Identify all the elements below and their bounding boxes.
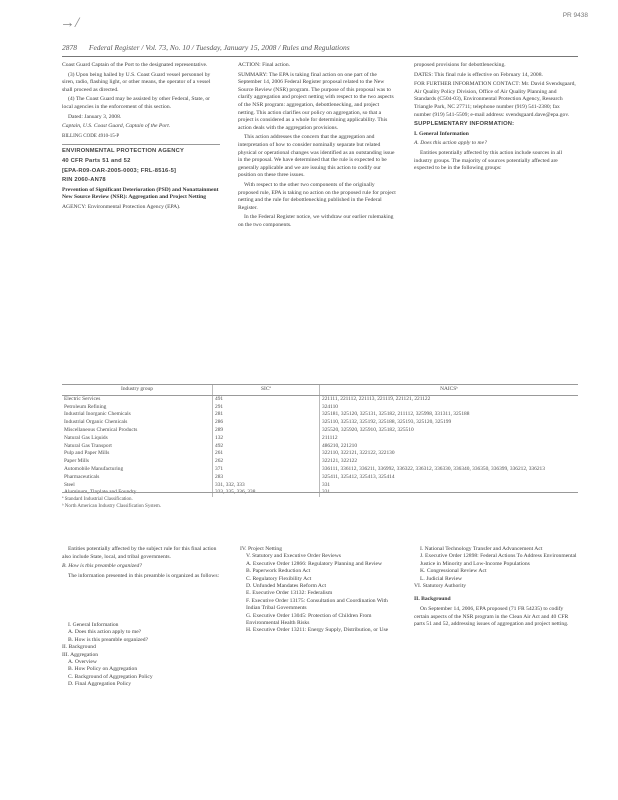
table-cell: Electric Services [64,395,101,402]
table-cell: Petroleum Refining [64,403,107,410]
table-cell: Paper Mills [64,458,90,465]
paragraph: proposed provisions for debottlenecking. [414,62,506,68]
table-cell [213,489,320,497]
outline-item: C. Regulatory Flexibility Act [246,575,312,582]
table-cell: 492 [213,443,320,451]
table-cell: 261 [213,450,320,458]
agency-heading: ENVIRONMENTAL PROTECTION AGENCY [62,148,185,155]
outline-item: J. Executive Order 12898: Federal Actions To Address Environmental Justice in Minority and Low-Income Populations [420,553,577,567]
table-row [62,458,578,466]
outline-item: F. Executive Order 13175: Consultation and Coordination With Indian Tribal Governments [246,597,388,612]
dates-line: DATES: This final rule is effective on February 14, 2008. [414,71,543,78]
bottom-column-3 [414,546,578,631]
table-row [62,482,578,490]
outline-list-2 [240,546,400,635]
stamp-page-number: PR 9438 [562,12,588,19]
table-cell: Pulp and Paper Mills [64,450,110,457]
header-page-number: 2878 [62,43,77,52]
table-cell: 132 [213,435,320,443]
table-cell: Pharmaceuticals [64,473,100,480]
table-cell: 211112 [320,435,579,443]
section-heading: I. General Information [414,130,469,137]
paragraph: (3) Upon being hailed by U.S. Coast Guard vessel personnel by siren, radio, flashing light, or other means, the operator of a vessel shall proceed as directed. [62,71,211,93]
handwritten-mark: →/ [60,15,80,31]
outline-item: B. How Policy on Aggregation [68,666,138,673]
table-cell: Miscellaneous Chemical Products [64,426,138,433]
running-header [62,44,582,52]
outline-item: II. Background [62,644,96,651]
action-line: ACTION: Final action. [238,62,291,68]
outline-list-1 [62,622,153,689]
paragraph: This action addresses the concern that the aggregation and interpretation of how to consider nominally separate but related physical or operational changes was identified as an outstanding issue in the proposal. We have determined that the rule is expected to be generally applicable and we are issuing this action to codify our position on these three issues. [238,134,395,179]
paragraph: Entities potentially affected by the subject rule for this final action also include State, local, and tribal governments. [62,546,217,560]
docket-line: [EPA-R09-OAR-2005-0003; FRL-8516-5] [62,167,177,174]
agency-label: AGENCY: Environmental Protection Agency (EPA). [62,203,181,210]
industry-table [62,384,578,497]
outline-item: L. Judicial Review [420,575,463,582]
outline-item: K. Congressional Review Act [420,568,487,575]
cfr-line: 40 CFR Parts 51 and 52 [62,157,131,164]
table-cell [320,489,579,497]
paragraph: In the Federal Register notice, we withdraw our earlier rulemaking on the two components. [238,214,394,228]
table-cell: 491 [213,395,320,403]
table-row [62,474,578,482]
bottom-column-1 [62,546,220,582]
table-cell: 322110, 322121, 322122, 322130 [320,450,579,458]
table-cell: Steel [64,481,75,488]
outline-item: I. National Technology Transfer and Advancement Act [420,546,543,552]
column-3 [414,62,578,175]
table-cell: 325520, 325920, 325910, 325182, 325510 [320,427,579,435]
table-row [62,489,578,497]
table-cell: 289 [213,427,320,435]
date-line: Dated: January 3, 2008. [68,113,122,120]
outline-item: B. How is this preamble organized? [68,636,149,643]
table-footnote: ª Standard Industrial Classification. [62,497,133,502]
section-heading: II. Background [414,596,451,603]
outline-item: A. Does this action apply to me? [68,629,142,636]
table-header: SICª [213,385,320,396]
table-cell: 371 [213,466,320,474]
table-header: NAICSᵇ [320,385,579,396]
paragraph: On September 14, 2006, EPA proposed (71 FR 54235) to codify certain aspects of the NSR program in the Clean Air Act and 40 CFR parts 51 and 52, addressing issues of aggregation and project netting. [414,606,569,628]
outline-item: E. Executive Order 13132: Federalism [246,590,333,597]
table-cell: Industrial Inorganic Chemicals [64,411,131,418]
table-cell: 325181, 325120, 325131, 325182, 211112, 325998, 331311, 325188 [320,411,579,419]
table-cell: 291 [213,404,320,412]
outline-item: I. General Information [68,622,119,628]
outline-item: D. Unfunded Mandates Reform Act [246,583,327,590]
table-cell: 325411, 325412, 325413, 325414 [320,474,579,482]
outline-item: A. Executive Order 12866: Regulatory Planning and Review [246,560,383,567]
paragraph: Coast Guard Captain of the Port to the designated representative. [62,62,208,68]
rin-line: RIN 2060-AN78 [62,177,106,184]
outline-item: G. Executive Order 13045: Protection of Children From Environmental Health Risks [246,612,372,627]
subsection-heading: B. How is this preamble organized? [62,563,143,570]
table-cell: 221111, 221112, 221113, 221119, 221121, 221122 [320,395,579,403]
table-cell: 286 [213,419,320,427]
table-cell: Industrial Organic Chemicals [64,419,128,426]
billing-code: BILLING CODE 4910-15-P [62,133,120,139]
summary: SUMMARY: The EPA is taking final action on one part of the September 14, 2006 Federal Register proposal related to the New Source Review (NSR) program. The purpose of this proposal was to clarify aggregation and project netting with respect to the two aspects of the NSR program: aggregation, debottlenecking, and project netting. This action clarifies our policy on aggregation, so that a project is considered as a whole for determining applicability. This action deals with the aggregation provisions. [238,71,394,131]
table-row [62,435,578,443]
outline-item: VI. Statutory Authority [414,583,467,590]
outline-item: V. Statutory and Executive Order Reviews [246,553,341,560]
paragraph: Entities potentially affected by this action include sources in all industry groups. The majority of sources potentially affected are expected to be in the following groups: [414,149,563,172]
outline-item: H. Executive Order 13211: Energy Supply, Distribution, or Use [246,627,389,634]
outline-item: A. Overview [68,659,97,666]
table-cell: 322121, 322122 [320,458,579,466]
table-cell: Natural Gas Liquids [64,434,108,441]
table-rule [62,492,578,493]
outline-item: B. Paperwork Reduction Act [246,568,311,575]
table-cell: Automobile Manufacturing [64,465,124,472]
table-cell: 283 [213,474,320,482]
outline-item: IV. Project Netting [240,546,282,552]
column-1 [62,62,220,214]
table-cell: 331 [320,482,579,490]
table-cell: 262 [213,458,320,466]
table-row [62,395,578,403]
header-journal: Federal Register / Vol. 73, No. 10 / Tuesday, January 15, 2008 / Rules and Regulations [88,43,350,52]
table-cell: 486210, 221210 [320,443,579,451]
table-cell: 325110, 325132, 325192, 325188, 325193, 325120, 325199 [320,419,579,427]
outline-item: III. Aggregation [62,651,99,658]
table-row [62,404,578,412]
table-row [62,419,578,427]
table-row [62,466,578,474]
table-cell: 281 [213,411,320,419]
table-row [62,411,578,419]
table-row [62,427,578,435]
signer: Captain, U.S. Coast Guard, Captain of the Port. [62,123,171,130]
paragraph: With respect to the other two components of the originally proposed rule, EPA is taking no action on the proposed rule for project netting and the rule for debottlenecking published in the Federal Register. [238,181,396,211]
subsection-heading: A. Does this action apply to me? [414,140,487,147]
table-cell: 324110 [320,404,579,412]
rule-title: Prevention of Significant Deterioration (PSD) and Nonattainment New Source Review (NSR): Aggregation and Project Netting [62,186,219,201]
column-2 [238,62,396,231]
table-cell: Natural Gas Transport [64,442,112,449]
paragraph: The information presented in this preamble is organized as follows: [68,572,220,579]
outline-item: C. Background of Aggregation Policy [68,673,153,680]
outline-list-3 [414,546,578,590]
table-footnote: ᵇ North American Industry Classification System. [62,504,162,509]
table-cell: 336111, 336112, 336211, 336992, 336322, 336312, 336330, 336340, 336350, 336399, 336212, 336213 [320,466,579,474]
paragraph: (4) The Coast Guard may be assisted by other Federal, State, or local agencies in the enforcement of this section. [62,96,211,110]
table-header: Industry group [62,385,213,396]
section-rule [62,144,220,145]
table-row [62,450,578,458]
table-row [62,443,578,451]
table-cell: 331, 332, 333 [213,482,320,490]
contact-info: FOR FURTHER INFORMATION CONTACT: Mr. David Svendsgaard, Air Quality Policy Division, Office of Air Quality Planning and Standards (C504-03), Environmental Protection Agency, Research Triangle Park, NC 27711; telephone number (919) 541-2380; fax number (919) 541-5509; e-mail address: svendsgaard.dave@epa.gov. [414,81,576,118]
supplementary-heading: SUPPLEMENTARY INFORMATION: [414,121,515,128]
header-rule [62,56,578,57]
outline-item: D. Final Aggregation Policy [68,681,132,688]
